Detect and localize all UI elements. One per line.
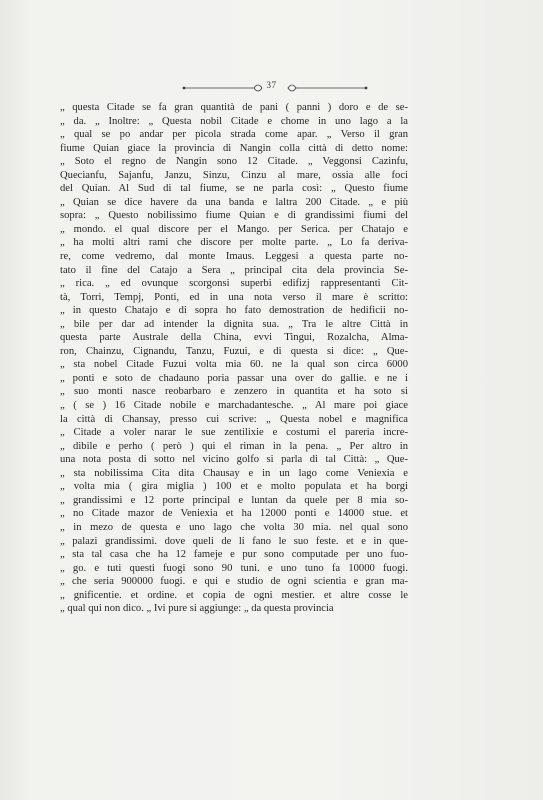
text-line: „ dibile e perho ( però ) qui el riman in la pena. „ Per altro in [60,440,408,452]
text-line: „ qual qui non dico. „ Ivi pure si aggiunge: „ da questa provincia [60,603,334,615]
text-line: „ no Citade mazor de Veniexia et ha 12000 ponti e 14000 stue. et [60,508,408,520]
text-line: del Quian. Al Sud di tal fiume, se ne parla così: „ Questo fiume [60,183,408,195]
text-line: „ grandissimi e 12 porte principal e luntan da quele per 8 mia so- [60,494,408,506]
text-line: „ Quian se dice havere da una banda e laltra 200 Citade. „ e più [60,196,408,208]
text-line: „ sta tal casa che ha 12 fameje e pur sono computade per uno fuo- [60,549,408,561]
text-line: „ gnificentie. et ordine. et copia de ogni mestier. et altre cosse le [60,589,408,601]
text-line: „ in questo Chatajo e di sopra ho fato demostration de hedificii no- [60,305,408,317]
page-header [0,79,543,97]
body-text [60,101,408,616]
text-line: ron, Chainzu, Cignandu, Tanzu, Fuzui, e di questa si dice: „ Que- [60,345,408,357]
text-line: una nota posta di sotto nel vicino golfo si parla di tal Città: „ Que- [60,454,408,466]
text-line: „ questa Citade se fa gran quantità de pani ( panni ) doro e de se- [60,102,408,113]
page-number: 37 [266,80,277,90]
text-line: la città di Chansay, presso cui scrive: „ Questa nobel e magnifica [60,413,408,425]
text-line: „ sta nobel Citade Fuzui volta mia 60. ne la qual son circa 6000 [60,359,408,371]
text-line: „ ( se ) 16 Citade nobile e marchadantesche. „ Al mare poi giace [60,400,408,412]
text-line: „ go. e tuti questi fuogi sono 90 tuni. e uno tuno fa 10000 fuogi. [60,562,408,574]
text-line: sopra: „ Questo nobilissimo fiume Quian e di grandissimi fiumi del [60,210,408,222]
text-line: „ mondo. el qual discore per el Mango. per Serica. per Chatajo e [60,223,408,235]
text-line: „ suo monti nasce reobarbaro e zenzero in quantita et ha soto si [60,386,408,398]
text-line: „ che seria 900000 fuogi. e qui e studio de ogni scientia e gran ma- [60,576,408,588]
text-line: „ rica. „ ed ovunque scorgonsi superbi edifizj rappresentanti Cit- [60,278,408,290]
text-line: „ palazi grandissimi. dove queli de li fano le suo feste. et e in que- [60,535,408,547]
text-line: „ in mezo de questa e uno lago che volta 30 mia. nel qual sono [60,521,408,533]
text-line: „ bile per dar ad intender la dignita sua. „ Tra le altre Città in [60,318,408,330]
text-line: „ ha molti altri rami che discore per molte parte. „ Lo fa deriva- [60,237,408,249]
text-line: „ sta nobilissima Cita dita Chausay e in un lago come Veniexia e [60,467,408,479]
text-line: tato il fine del Catajo a Sera „ principal cita dela provincia Se- [60,264,408,276]
text-line: tà, Torri, Tempj, Ponti, ed in una nota verso il mare è scritto: [60,291,408,303]
text-line: Quecianfu, Sajanfu, Janzu, Sinzu, Cinzu al mare, ossia alle foci [60,169,408,181]
text-line: „ da. „ Inoltre: „ Questa nobil Citade e chome in uno lago a la [60,115,408,127]
text-line: „ ponti e soto de chadauno poria passar una over do gallie. e ne i [60,372,408,384]
text-line: fiume Quian giace la provincia di Nangin colla città di detto nome: [60,142,408,154]
text-line: re, come vedremo, dal monte Imaus. Leggesi a questa parte no- [60,251,408,263]
text-line: „ qual se po andar per picola strada come apar. „ Verso il gran [60,129,408,141]
text-line: „ Citade a voler narar le sue zentilixie e costumi el pareria incre- [60,427,408,439]
text-line: „ volta mia ( gira miglia ) 100 et e molto populata et ha borgi [60,481,408,493]
text-line: „ Soto el regno de Nangin sono 12 Citade. „ Veggonsi Cazinfu, [60,156,408,168]
text-line: questa parte Australe della China, evvi Tingui, Rozalcha, Alma- [60,332,408,344]
